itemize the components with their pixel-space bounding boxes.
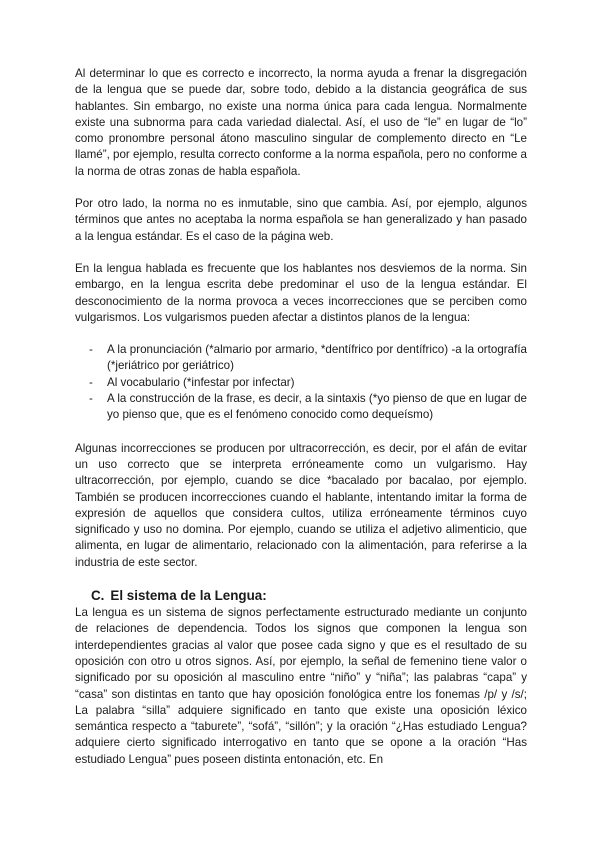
list-item: - A la pronunciación (*almario por armario, *dentífrico por dentífrico) -a la ortografía (*jeriátrico por geriátrico) [75,342,527,375]
paragraph-sistema-lengua: La lengua es un sistema de signos perfectamente estructurado mediante un conjunto de relaciones de dependencia. Todos los signos que componen la lengua son interdependientes gracias al valor que posee cada signo y que es el resultado de su oposición con otro u otros signos. Así, por ejemplo, la señal de femenino tiene valor o significado por su oposición al masculino entre “niño” y “niña”; las palabras “capa” y “casa” son distintas en tanto que hay oposición fonológica entre los fonemas /p/ y /s/; La palabra “silla” adquiere significado en tanto que existe una oposición léxico semántica respecto a “taburete”, “sofá”, “sillón”; y la oración “¿Has estudiado Lengua? adquiere cierto significado interrogativo en tanto que se opone a la oración “Has estudiado Lengua” pues poseen distinta entonación, etc. En [75,606,527,766]
section-number: C. [91,588,105,604]
paragraph-ultracorreccion: Algunas incorrecciones se producen por ultracorrección, es decir, por el afán de evitar un uso correcto que se interpreta erróneamente como un vulgarismo. Hay ultracorrección, por ejemplo, cuando se dice *bacalado por bacalao, por ejemplo. También se producen incorrecciones cuando el hablante, intentando imitar la forma de expresión de aquellos que considera cultos, utiliza erróneamente términos cuyo significado y uso no domina. Por ejemplo, cuando se utiliza el adjetivo alimenticio, que alimenta, en lugar de alimentario, relacionado con la alimentación, para referirse a la industria de este sector. [75,441,527,569]
paragraph-norma-disgregacion: Al determinar lo que es correcto e incorrecto, la norma ayuda a frenar la disgregación de la lengua que se puede dar, sobre todo, debido a la distancia geográfica de sus hablantes. Sin embargo, no existe una norma única para cada lengua. Normalmente existe una subnorma para cada variedad dialectal. Así, el uso de “le” en lugar de “lo” como pronombre personal átono masculino singular de complemento directo en “Le llamé”, por ejemplo, resulta correcto conforme a la norma española, pero no conforme a la norma de otras zonas de habla española. [75,67,527,178]
section-title: El sistema de la Lengua: [110,588,267,604]
section-heading [75,587,527,605]
paragraph-norma-cambia: Por otro lado, la norma no es inmutable, sino que cambia. Así, por ejemplo, algunos términos que antes no aceptaba la norma española se han generalizado y han pasado a la lengua estándar. Es el caso de la página web. [75,197,527,243]
list-item: - A la construcción de la frase, es decir, a la sintaxis (*yo pienso de que en lugar de yo pienso que, que es el fenómeno conocido como dequeísmo) [75,391,527,424]
paragraph-vulgarismos: En la lengua hablada es frecuente que los hablantes nos desviemos de la norma. Sin embargo, en la lengua escrita debe predominar el uso de la lengua estándar. El desconocimiento de la norma provoca a veces incorrecciones que se perciben como vulgarismos. Los vulgarismos pueden afectar a distintos planos de la lengua: [75,261,527,324]
document-page [75,66,527,768]
vulgarismos-list [75,342,527,423]
list-item: - Al vocabulario (*infestar por infectar) [75,375,527,391]
